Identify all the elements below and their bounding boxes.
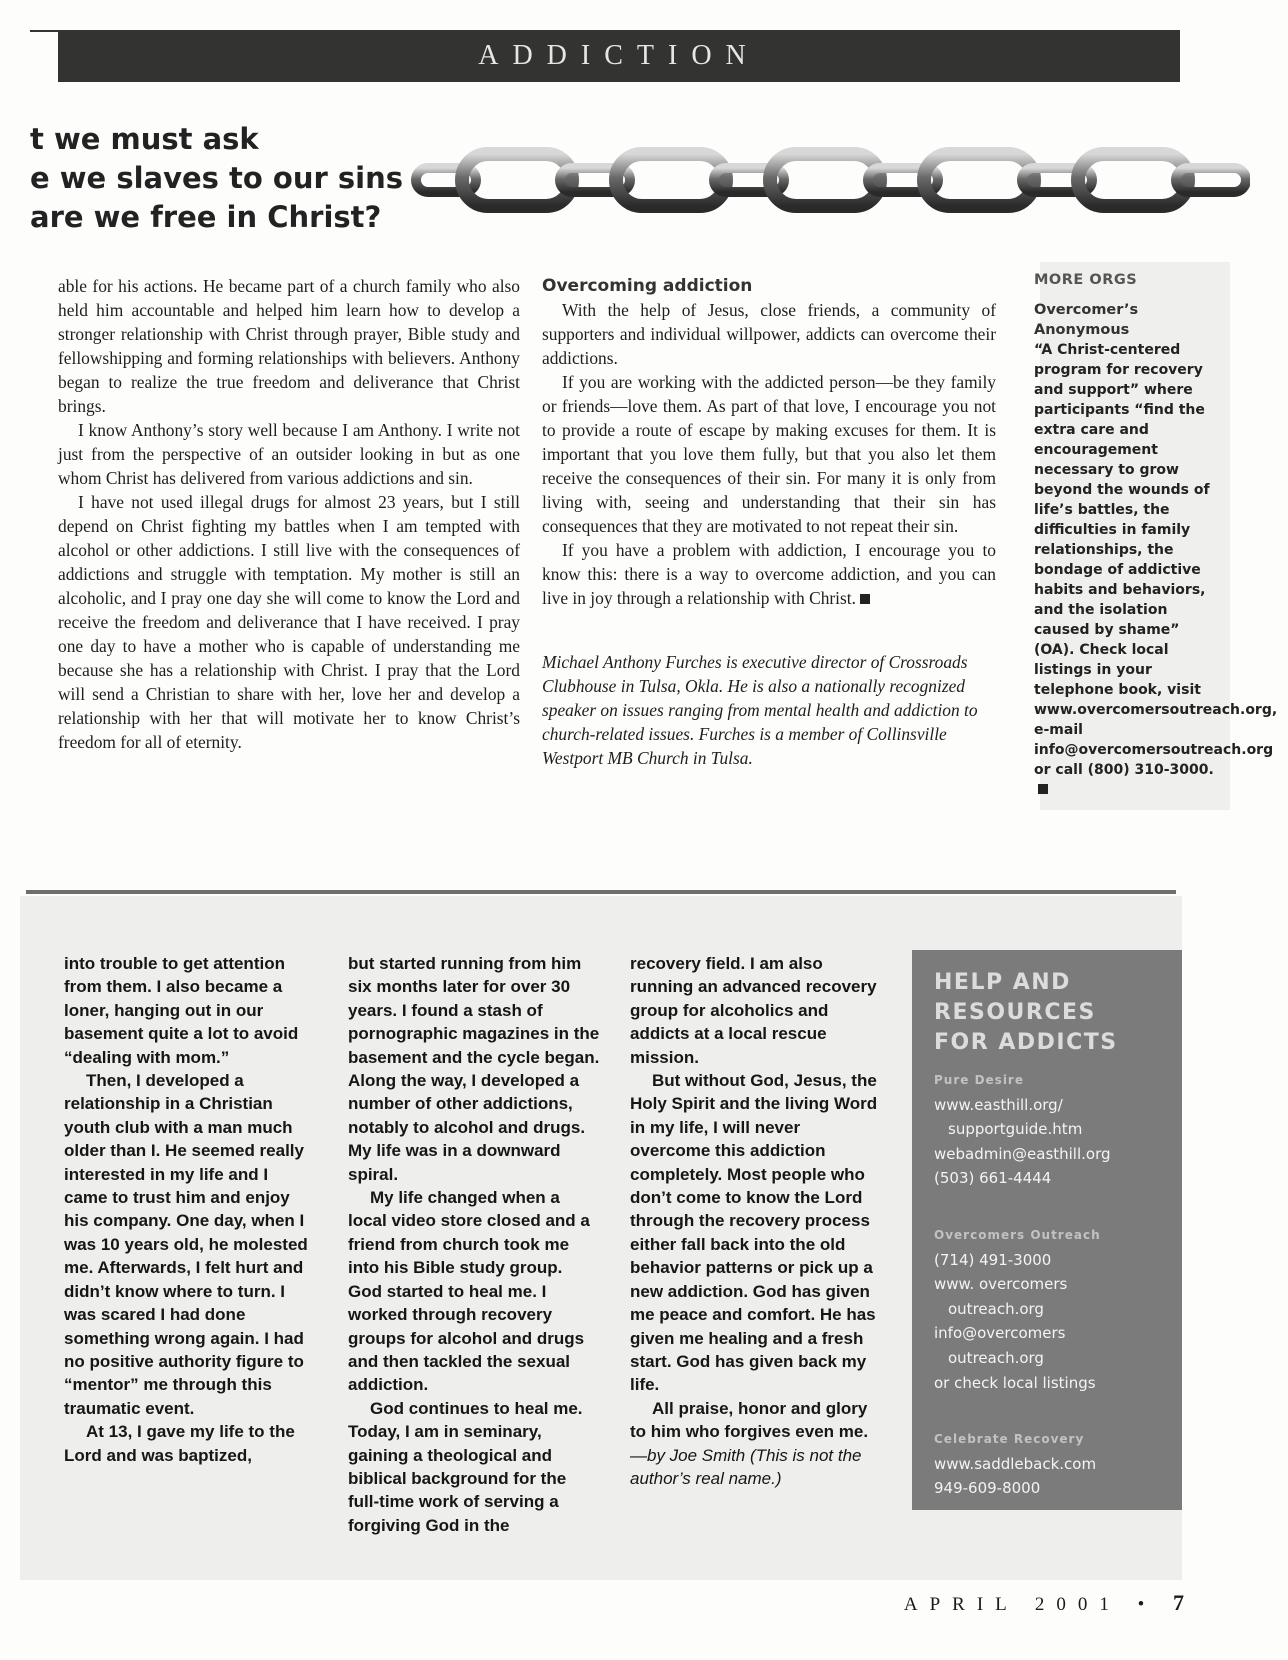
- headline-line-1: t we must ask: [30, 122, 259, 156]
- help-resource-list: [934, 1068, 1174, 1501]
- sidebar-org-name: Overcomer’s Anonymous: [1034, 302, 1139, 338]
- resource-web-link[interactable]: www. overcomers: [934, 1275, 1068, 1294]
- resource-web-link[interactable]: www.saddleback.com: [934, 1454, 1097, 1473]
- article-column-middle: [542, 274, 996, 770]
- story-paragraph: My life changed when a local video store closed and a friend from church took me into his Bible study group. God started to heal me. I worked through recovery groups for alcohol and drugs and then tackled the sexual addiction.: [348, 1188, 590, 1395]
- article-paragraph: I know Anthony’s story well because I am Anthony. I write not just from the perspective of an outsider looking in but as one whom Christ has delivered from various addictions and sin.: [58, 420, 520, 488]
- story-byline: —by Joe Smith (This is not the author’s real name.): [630, 1445, 862, 1488]
- page-number: 7: [1173, 1590, 1184, 1615]
- footer-bullet-icon: •: [1137, 1594, 1157, 1615]
- resource-phone: (503) 661-4444: [934, 1169, 1052, 1188]
- section-title: ADDICTION: [478, 40, 760, 71]
- sidebar-text: “A Christ-centered program for recovery and support” where participants “find the extra care and encouragement necessary to grow beyond the wounds of life’s battles, the difficulties in family relationships, the bondage of addictive habits and behaviors, and the isolation caused by shame” (OA). Check local listings in your telephone book, visit www.overcomersoutreach.org, e-mail info@overcomersoutreach.org or call (800) 310-3000.: [1034, 342, 1278, 778]
- headline-line-3: are we free in Christ?: [30, 200, 382, 234]
- resource-email[interactable]: info@overcomers: [934, 1324, 1066, 1343]
- chain-illustration: [410, 140, 1250, 220]
- article-paragraph: able for his actions. He became part of a church family who also held him accountable and helped him learn how to develop a stronger relationship with Christ through prayer, Bible study and fellowshipping and forming relationships with believers. Anthony began to realize the true freedom and deliverance that Christ brings.: [58, 276, 520, 416]
- section-header: [58, 30, 1180, 82]
- headline: [30, 120, 403, 237]
- story-column-1: [64, 952, 314, 1467]
- story-paragraph: into trouble to get attention from them. I also became a loner, hanging out in our basement quite a lot to avoid “dealing with mom.”: [64, 954, 299, 1067]
- resource-org-name: Pure Desire: [934, 1073, 1024, 1087]
- resource-web-link[interactable]: supportguide.htm: [948, 1120, 1083, 1139]
- resource-org-name: Celebrate Recovery: [934, 1432, 1085, 1447]
- resource-org-name: Overcomers Outreach: [934, 1227, 1101, 1242]
- story-paragraph: Then, I developed a relationship in a Christian youth club with a man much older than I. He seemed really interested in my life and I came to trust him and enjoy his company. One day, when I was 10 years old, he molested me. Afterwards, I felt hurt and didn’t know where to turn. I was scared I had done something wrong again. I had no positive authority figure to “mentor” me through this traumatic event.: [64, 1071, 308, 1418]
- resource-web-link[interactable]: www.easthill.org/: [934, 1095, 1063, 1114]
- story-paragraph-final: [630, 1397, 880, 1491]
- help-resources-box: [912, 950, 1182, 1510]
- help-title-line: FOR ADDICTS: [934, 1030, 1118, 1055]
- resource-web-link[interactable]: outreach.org: [948, 1299, 1044, 1318]
- story-column-3: [630, 952, 880, 1490]
- story-column-2: [348, 952, 600, 1537]
- story-paragraph: But without God, Jesus, the Holy Spirit and the living Word in my life, I will never overcome this addiction completely. Most people who don’t come to know the Lord through the recovery process either fall back into the old behavior patterns or pick up a new addiction. God has given me peace and comfort. He has given me healing and a fresh start. God has given back my life.: [630, 1071, 878, 1395]
- resource-note: or check local listings: [934, 1373, 1096, 1392]
- article-paragraph: With the help of Jesus, close friends, a community of supporters and individual willpower, addicts can overcome their addictions.: [542, 300, 996, 368]
- resource-phone: (714) 491-3000: [934, 1250, 1052, 1269]
- story-paragraph: God continues to heal me. Today, I am in seminary, gaining a theological and biblical background for the full-time work of serving a forgiving God in the: [348, 1398, 583, 1535]
- section-divider: [26, 890, 1176, 894]
- more-orgs-sidebar: [1034, 270, 1278, 800]
- sidebar-text-wrap: [1034, 340, 1278, 800]
- help-title-line: HELP AND: [934, 970, 1071, 995]
- article-paragraph: I have not used illegal drugs for almost 23 years, but I still depend on Christ fighting my battles when I am tempted with alcohol or other addictions. I still live with the consequences of addictions and struggle with temptation. My mother is still an alcoholic, and I pray one day she will come to know the Lord and receive the freedom and deliverance that I have received. I pray one day to have a mother who is capable of understanding me because she has a relationship with Christ. I pray that the Lord will send a Christian to share with her, love her and develop a relationship with her that will motivate her to know Christ’s freedom for all of eternity.: [58, 492, 520, 752]
- story-closing-text: All praise, honor and glory to him who forgives even me.: [630, 1398, 869, 1442]
- story-paragraph: recovery field. I am also running an advanced recovery group for alcoholics and addicts at a local rescue mission.: [630, 954, 877, 1067]
- issue-date: APRIL 2001: [903, 1594, 1121, 1615]
- article-paragraph-text: If you have a problem with addiction, I encourage you to know this: there is a way to overcome addiction, and you can live in joy through a relationship with Christ.: [542, 540, 996, 608]
- article-subhead: Overcoming addiction: [542, 276, 753, 296]
- resource-spacer: [934, 1191, 1174, 1223]
- end-mark-icon: [1038, 784, 1048, 794]
- article-column-left: [58, 274, 520, 754]
- help-title: [934, 968, 1118, 1058]
- author-bio: Michael Anthony Furches is executive director of Crossroads Clubhouse in Tulsa, Okla. He is also a nationally recognized speaker on issues ranging from mental health and addiction to church-related issues. Furches is a member of Collinsville Westport MB Church in Tulsa.: [542, 652, 978, 768]
- help-title-line: RESOURCES: [934, 1000, 1096, 1025]
- resource-phone: 949-609-8000: [934, 1479, 1041, 1498]
- sidebar-title: MORE ORGS: [1034, 272, 1138, 288]
- story-paragraph: but started running from him six months later for over 30 years. I found a stash of pornographic magazines in the basement and the cycle began. Along the way, I developed a number of other addictions, notably to alcohol and drugs. My life was in a downward spiral.: [348, 954, 600, 1184]
- end-mark-icon: [860, 594, 870, 604]
- resource-spacer: [934, 1395, 1174, 1427]
- article-paragraph: If you are working with the addicted person—be they family or friends—love them. As part of that love, I encourage you not to provide a route of escape by making excuses for them. It is important that you love them fully, but that you also let them receive the consequences of their sin. For many it is only from living with, seeing and understanding that their sin has consequences that they are motivated to not repeat their sin.: [542, 372, 996, 536]
- headline-line-2: e we slaves to our sins: [30, 161, 403, 195]
- story-paragraph: At 13, I gave my life to the Lord and was baptized,: [64, 1422, 295, 1465]
- chain-links: [416, 154, 1246, 206]
- resource-email[interactable]: outreach.org: [948, 1348, 1044, 1367]
- article-paragraph-final: [542, 538, 996, 610]
- page-footer: [904, 1590, 1184, 1616]
- resource-email[interactable]: webadmin@easthill.org: [934, 1144, 1111, 1163]
- top-rule: [30, 30, 60, 32]
